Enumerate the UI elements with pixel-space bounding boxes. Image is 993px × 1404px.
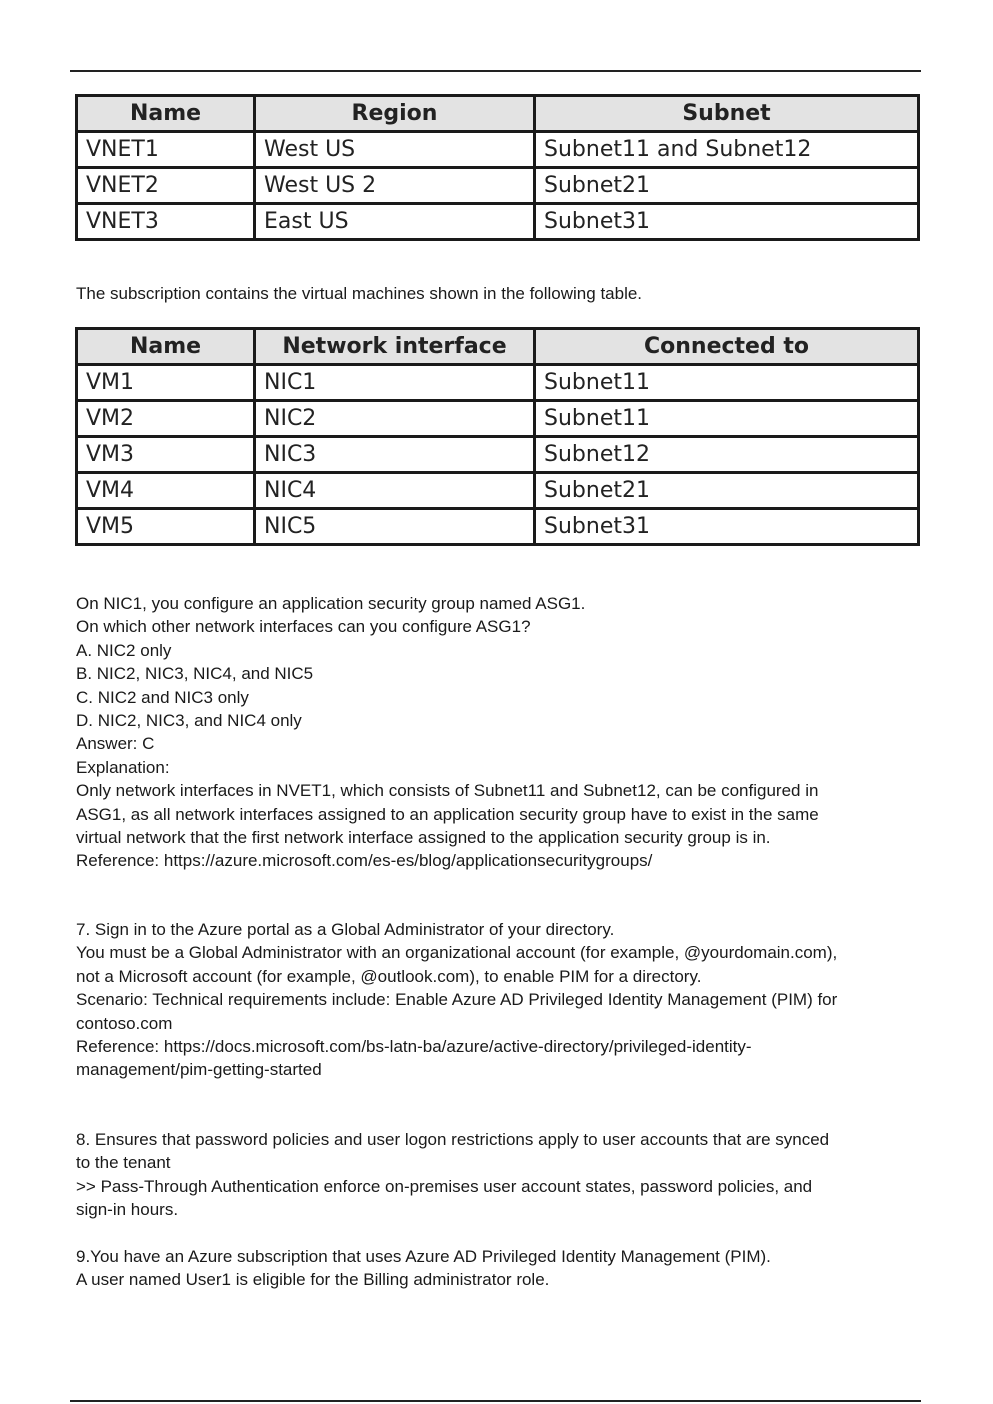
table-cell: VM5 <box>77 509 255 545</box>
table-row <box>77 132 919 168</box>
table-cell: Subnet11 and Subnet12 <box>535 132 919 168</box>
reference-line: Reference: https://docs.microsoft.com/bs-latn-ba/azure/active-directory/privileged-identity- <box>76 1037 752 1057</box>
column-header-name: Name <box>77 329 255 365</box>
paragraph-line: not a Microsoft account (for example, @outlook.com), to enable PIM for a directory. <box>76 966 702 986</box>
answer-option-b: B. NIC2, NIC3, NIC4, and NIC5 <box>76 664 314 684</box>
table-cell: VNET2 <box>77 168 255 204</box>
vnet-table <box>75 94 920 241</box>
paragraph-line: You must be a Global Administrator with an organizational account (for example, @yourdomain.com), <box>76 943 838 963</box>
table-header-row <box>77 96 919 132</box>
question-block-9 <box>76 1245 926 1292</box>
column-header-name: Name <box>77 96 255 132</box>
table-cell: NIC4 <box>255 473 535 509</box>
column-header-connected-to: Connected to <box>535 329 919 365</box>
table-cell: NIC2 <box>255 401 535 437</box>
reference-line: Reference: https://azure.microsoft.com/es-es/blog/applicationsecuritygroups/ <box>76 851 653 871</box>
paragraph-line: Only network interfaces in NVET1, which consists of Subnet11 and Subnet12, can be configured in <box>76 781 819 801</box>
paragraph-line: A user named User1 is eligible for the Billing administrator role. <box>76 1270 550 1290</box>
table-cell: NIC5 <box>255 509 535 545</box>
paragraph-line: virtual network that the first network interface assigned to the application security group is in. <box>76 828 771 848</box>
table-cell: VM3 <box>77 437 255 473</box>
column-header-region: Region <box>255 96 535 132</box>
table-cell: Subnet11 <box>535 401 919 437</box>
paragraph-line: ASG1, as all network interfaces assigned to an application security group have to exist in the same <box>76 804 819 824</box>
question-block-asg <box>76 592 926 873</box>
paragraph-line: 7. Sign in to the Azure portal as a Global Administrator of your directory. <box>76 920 615 939</box>
header-rule <box>70 70 921 72</box>
table-cell: VNET1 <box>77 132 255 168</box>
table-cell: Subnet31 <box>535 509 919 545</box>
table-row <box>77 168 919 204</box>
question-block-7 <box>76 918 926 1082</box>
table-cell: NIC3 <box>255 437 535 473</box>
paragraph-line: 8. Ensures that password policies and user logon restrictions apply to user accounts that are synced <box>76 1130 830 1149</box>
answer-option-d: D. NIC2, NIC3, and NIC4 only <box>76 711 302 731</box>
answer-line: Answer: C <box>76 734 155 754</box>
table-row <box>77 473 919 509</box>
question-block-8 <box>76 1128 926 1222</box>
paragraph-line: The subscription contains the virtual machines shown in the following table. <box>76 284 643 303</box>
table-cell: West US 2 <box>255 168 535 204</box>
table-cell: VM4 <box>77 473 255 509</box>
paragraph-line: contoso.com <box>76 1013 173 1033</box>
paragraph-line: On which other network interfaces can you configure ASG1? <box>76 617 531 637</box>
vm-table <box>75 327 920 546</box>
table-header-row <box>77 329 919 365</box>
footer-rule <box>70 1400 921 1402</box>
paragraph-line: On NIC1, you configure an application security group named ASG1. <box>76 594 586 613</box>
table-cell: VM1 <box>77 365 255 401</box>
reference-line: management/pim-getting-started <box>76 1060 322 1080</box>
table-row <box>77 509 919 545</box>
table-row <box>77 204 919 240</box>
paragraph-line: 9.You have an Azure subscription that uses Azure AD Privileged Identity Management (PIM). <box>76 1247 771 1266</box>
table-cell: VM2 <box>77 401 255 437</box>
vm-table-intro <box>76 282 926 305</box>
table-cell: Subnet12 <box>535 437 919 473</box>
table-cell: Subnet31 <box>535 204 919 240</box>
explanation-heading: Explanation: <box>76 757 170 777</box>
table-cell: Subnet21 <box>535 168 919 204</box>
table-row <box>77 365 919 401</box>
table-row <box>77 437 919 473</box>
table-cell: Subnet21 <box>535 473 919 509</box>
paragraph-line: Scenario: Technical requirements include: Enable Azure AD Privileged Identity Management (PIM) for <box>76 990 838 1010</box>
paragraph-line: to the tenant <box>76 1153 171 1173</box>
column-header-subnet: Subnet <box>535 96 919 132</box>
answer-option-c: C. NIC2 and NIC3 only <box>76 687 249 707</box>
table-row <box>77 401 919 437</box>
table-cell: VNET3 <box>77 204 255 240</box>
column-header-network-interface: Network interface <box>255 329 535 365</box>
table-cell: NIC1 <box>255 365 535 401</box>
table-cell: East US <box>255 204 535 240</box>
paragraph-line: sign-in hours. <box>76 1200 179 1220</box>
paragraph-line: >> Pass-Through Authentication enforce on-premises user account states, password policies, and <box>76 1176 813 1196</box>
table-cell: Subnet11 <box>535 365 919 401</box>
table-cell: West US <box>255 132 535 168</box>
answer-option-a: A. NIC2 only <box>76 640 172 660</box>
